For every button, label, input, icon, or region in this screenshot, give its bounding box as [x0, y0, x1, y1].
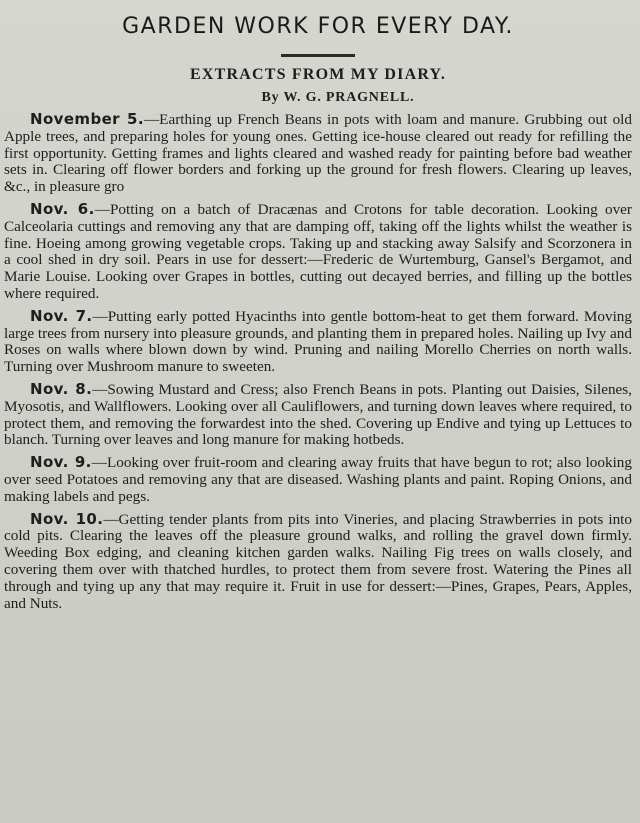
article-subtitle: EXTRACTS FROM MY DIARY. [189, 66, 447, 83]
author-byline: By W. G. PRAGNELL. [261, 90, 415, 105]
entry-date: Nov. 8. [30, 379, 93, 398]
entry-date: Nov. 9. [30, 453, 92, 472]
entry-text: —Getting tender plants from pits into Vineries, and placing Strawberries in pots into cold pits. Clearing the leaves off the pleasure ground walks, and rolling the gravel down firmly. Weeding Box edging, and cleaning kitchen garden walks. Nailing Fig trees on walls closely, and covering them over with thatched hurdles, to protect them from severe frost. Watering the Pines all through and tying up any that may require it. Fruit in use for dessert:—Pines, Grapes, Pears, Apples, and Nuts. [4, 510, 632, 612]
diary-entry-nov-5 [4, 111, 632, 196]
diary-entries [4, 111, 632, 612]
entry-date: November 5. [30, 110, 144, 128]
diary-entry-nov-7 [4, 308, 632, 376]
diary-entry-nov-6 [4, 201, 632, 303]
entry-text: —Sowing Mustard and Cress; also French Beans in pots. Planting out Daisies, Silenes, Myosotis, and Wallflowers. Looking over all Cauliflowers, and turning down leaves where required, to protect them, and removing the forwardest into the shed. Covering up Endive and tying up Lettuces to blanch. Turning over leaves and long manure for making hotbeds. [4, 380, 632, 449]
entry-date: Nov. 10. [30, 509, 104, 528]
entry-text: —Putting early potted Hyacinths into gentle bottom-heat to get them forward. Moving large trees from nursery into pleasure grounds, and planting them in prepared holes. Nailing up Ivy and Roses on walls where blown down by wind. Pruning and nailing Morello Cherries on north walls. Turning over Mushroom manure to sweeten. [4, 307, 632, 376]
diary-entry-nov-9 [4, 454, 632, 505]
title-divider [281, 54, 355, 57]
entry-date: Nov. 6. [30, 199, 95, 218]
diary-entry-nov-8 [4, 381, 632, 449]
entry-text: —Potting on a batch of Dracænas and Crotons for table decoration. Looking over Calceolaria cuttings and removing any that are damping off, taking off the lights whilst the weather is fine. Hoeing among growing vegetable crops. Taking up and stacking away Salsify and Scorzonera in a cool shed in dry soil. Pears in use for dessert:—Frederic de Wurtemburg, Gansel's Bergamot, and Marie Louise. Looking over Grapes in bottles, cutting out decayed berries, and filling up the bottles where required. [4, 200, 632, 302]
entry-text: —Looking over fruit-room and clearing away fruits that have begun to rot; also looking over seed Potatoes and removing any that are diseased. Washing plants and paint. Roping Onions, and making labels and pegs. [4, 454, 632, 505]
diary-entry-nov-10 [4, 511, 632, 613]
page-title: GARDEN WORK FOR EVERY DAY. [122, 14, 514, 39]
entry-date: Nov. 7. [30, 306, 93, 325]
entry-text: —Earthing up French Beans in pots with loam and manure. Grubbing out old Apple trees, and preparing holes for young ones. Getting ice-house cleared out ready for refilling the first opportunity. Getting frames and lights cleared and washed ready for painting before bad weather sets in. Clearing off flower borders and forking up the ground for fresh flowers. Clearing up leaves, &c., in pleasure gro [4, 111, 632, 196]
